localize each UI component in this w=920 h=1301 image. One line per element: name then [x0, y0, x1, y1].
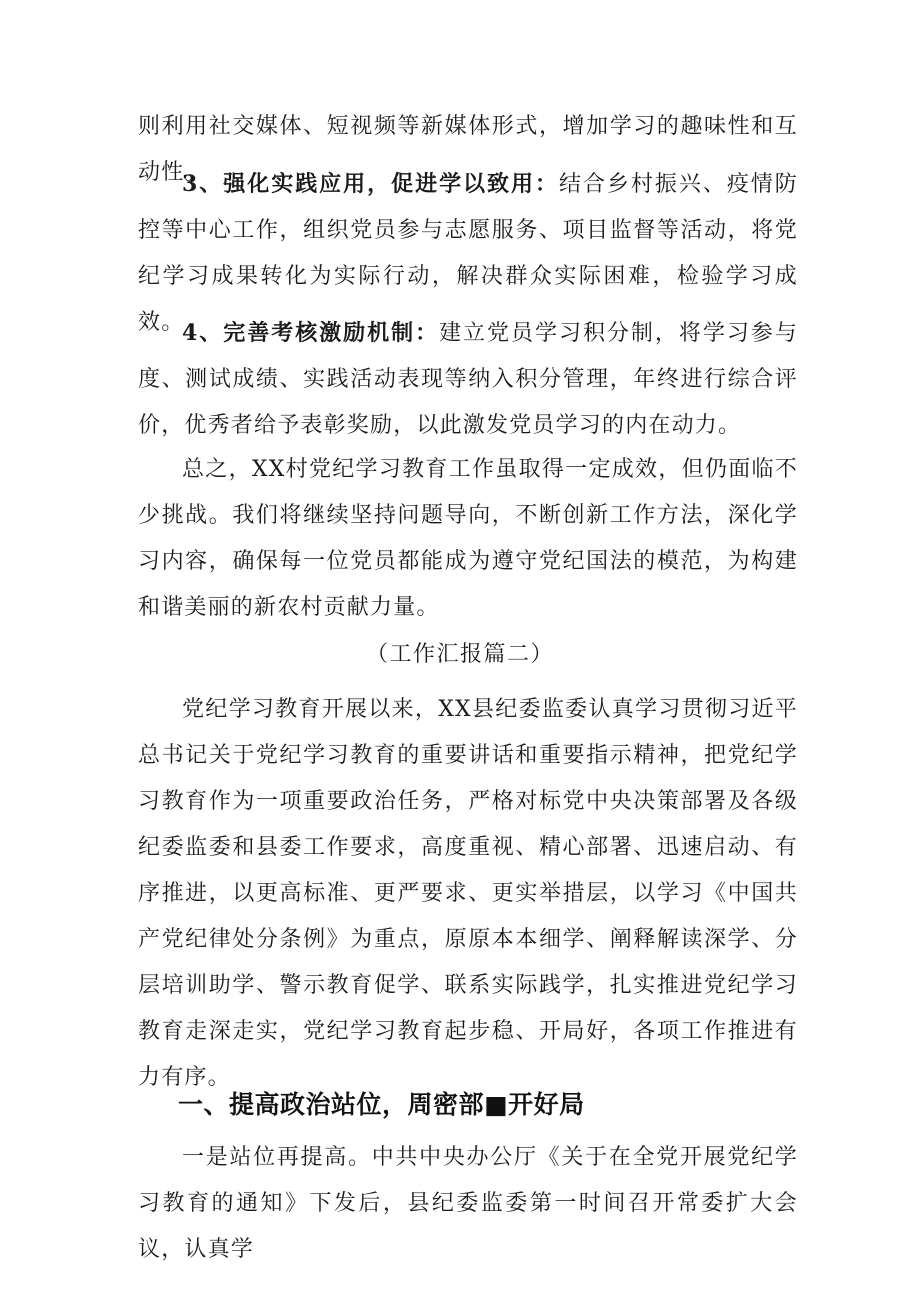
first-point-paragraph: 一是站位再提高。中共中央办公厅《关于在全党开展党纪学习教育的通知》下发后，县纪委监委第一时间召开常委扩大会议，认真学: [138, 1145, 798, 1262]
item-4-paragraph: [138, 310, 798, 449]
item-4-label: 4、完善考核激励机制：: [182, 320, 440, 346]
report-2-intro-paragraph: 党纪学习教育开展以来，XX县纪委监委认真学习贯彻习近平总书记关于党纪学习教育的重要讲话和重要指示精神，把党纪学习教育作为一项重要政治任务，严格对标党中央决策部署及各级纪委监委和县委工作要求，高度重视、精心部署、迅速启动、有序推进，以更高标准、更严要求、更实举措层，以学习《中国共产党纪律处分条例》为重点，原原本本细学、阐释解读深学、分层培训助学、警示教育促学、联系实际践学，扎实推进党纪学习教育走深走实，党纪学习教育起步稳、开局好，各项工作推进有力有序。: [138, 697, 798, 1090]
item-3-text: 结合乡村振兴、疫情防控等中心工作，组织党员参与志愿服务、项目监督等活动，将党纪学习成果转化为实际行动，解决群众实际困难，检验学习成效。: [138, 172, 798, 335]
section-heading: 一、提高政治站位，周密部■开好局: [178, 1090, 585, 1119]
intro-line-paragraph: 则利用社交媒体、短视频等新媒体形式，增加学习的趣味性和互动性。: [138, 114, 798, 185]
item-3-label: 3、强化实践应用，促进学以致用：: [182, 171, 559, 197]
report-subtitle: （工作汇报篇二）: [365, 642, 554, 667]
item-4-text: 建立党员学习积分制，将学习参与度、测试成绩、实践活动表现等纳入积分管理，年终进行综合评价，优秀者给予表彰奖励，以此激发党员学习的内在动力。: [138, 321, 798, 438]
summary-paragraph: 总之，XX村党纪学习教育工作虽取得一定成效，但仍面临不少挑战。我们将继续坚持问题导向，不断创新工作方法，深化学习内容，确保每一位党员都能成为遵守党纪国法的模范，为构建和谐美丽的新农村贡献力量。: [138, 457, 798, 620]
